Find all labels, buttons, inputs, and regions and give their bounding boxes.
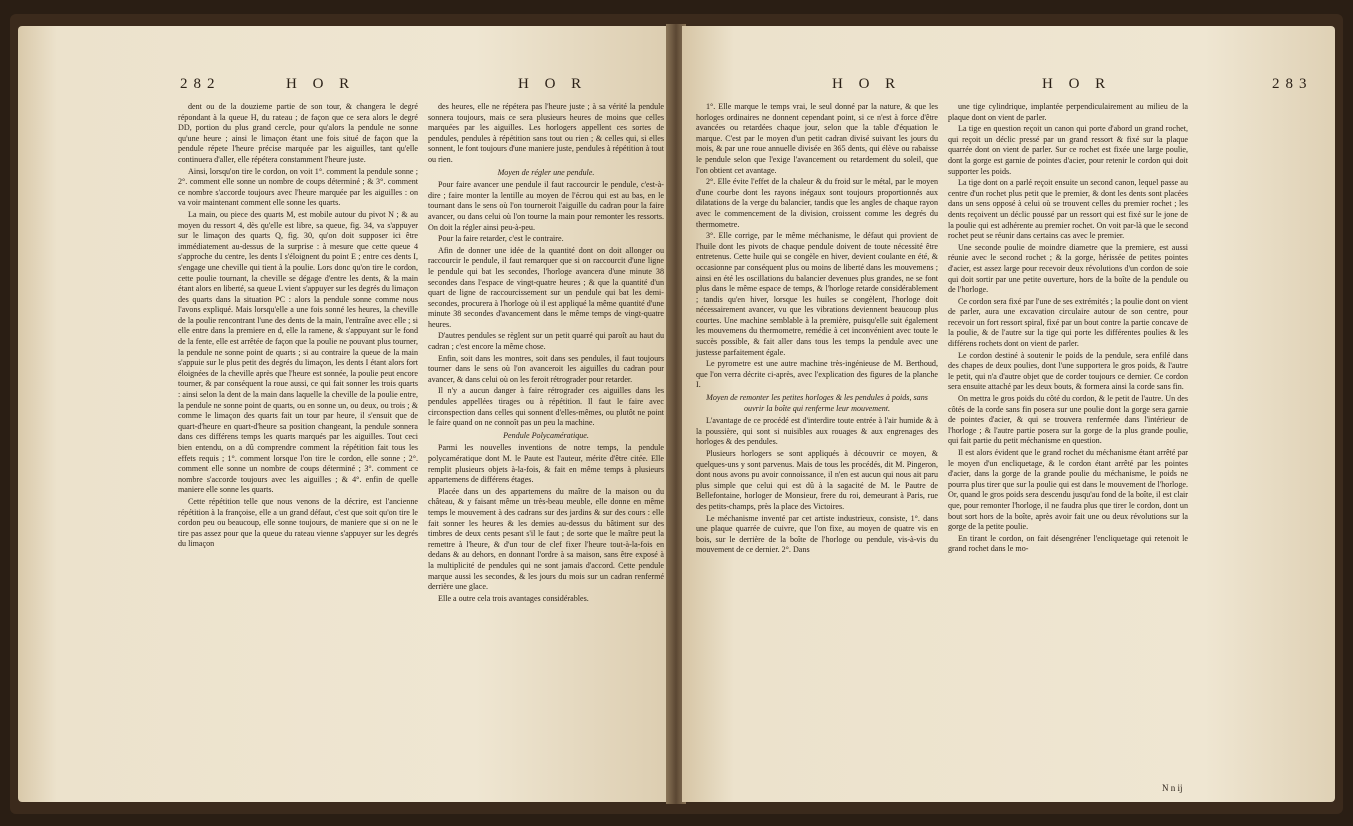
right-column-1 bbox=[696, 102, 938, 557]
right-running-head-2: H O R bbox=[1042, 76, 1112, 92]
paragraph: Afin de donner une idée de la quantité dont on doit allonger ou raccourcir le pendule, il faut remarquer que si on raccourcit d'une ligne le pendule qui bat les secondes, l'horloge avancera d'une minute 38 secondes dans l'espace de vingt-quatre heures ; & que la quantité d'un quart de ligne de raccourcissement sur un pendule qui bat les demi-secondes, procurera à l'horloge où il est appliqué la même quantité d'une minute 38 secondes d'avancement dans le même temps de vingt-quatre heures. bbox=[428, 245, 664, 329]
left-column-1 bbox=[178, 102, 418, 551]
paragraph: Pour la faire retarder, c'est le contraire. bbox=[438, 234, 564, 244]
paragraph: Il est alors évident que le grand rochet du méchanisme étant arrêté par le moyen d'un encliquetage, & le cordon étant arrêté par les pointes d'acier, dans la gorge de la grande poulie du méchanisme, le poids ne pourra plus tirer que sur la poulie qui est dans le mouvement de l'horloge. Or, quand le gros poids sera descendu jusqu'au fond de la boîte, il est clair que, pour remonter l'horloge, il ne faudra plus que tirer le cordon, dont un bout sort hors de la boîte, après avoir fait une ou deux révolutions sur la gorge de la petite poulie. bbox=[948, 448, 1188, 532]
signature-mark: N n ij bbox=[1162, 783, 1183, 793]
right-column-2 bbox=[948, 102, 1188, 556]
paragraph: La tige en question reçoit un canon qui porte d'abord un grand rochet, qui reçoit un déclic pressé par un grand ressort & fixé sur la plaque quarrée dont on vient de parler. Sur ce rochet est fixée une large poulie, dont la gorge est garnie de pointes d'acier, pour retenir le cordon qui doit supporter les poids. bbox=[948, 124, 1188, 176]
paragraph: Parmi les nouvelles inventions de notre temps, la pendule polycamératique dont M. le Paute est l'auteur, mérite d'être citée. Elle remplit plusieurs objets à-la-fois, & fait en même temps à plusieurs appartemens de différens étages. bbox=[428, 443, 664, 485]
left-running-head-2: H O R bbox=[518, 76, 588, 92]
paragraph: On mettra le gros poids du côté du cordon, & le petit de l'autre. Un des côtés de la corde sans fin posera sur une poulie dont la gorge sera garnie de pointes d'acier, & qui se trouvera renfermée dans l'intérieur de l'horloge ; & l'autre partie posera sur la gorge de la plus grande poulie, qui fait partie du petit méchanisme en question. bbox=[948, 394, 1188, 446]
paragraph: Le pyrometre est une autre machine très-ingénieuse de M. Berthoud, que l'on verra décrite ci-après, avec l'explication des figures de la planche I. bbox=[696, 359, 938, 390]
paragraph: Elle a outre cela trois avantages considérables. bbox=[438, 593, 589, 603]
paragraph: En tirant le cordon, on fait désengréner l'encliquetage qui retenoit le grand rochet dans le mo- bbox=[948, 533, 1188, 554]
paragraph: Pour faire avancer une pendule il faut raccourcir le pendule, c'est-à-dire ; faire monter la lentille au moyen de l'écrou qui est au bas, en le tournant dans le sens où l'on tourneroit l'aiguille du cadran pour la faire avancer, ou dans celui où l'on tourne la main pour remonter les ressorts. On doit la régler ainsi peu-à-peu. bbox=[428, 180, 664, 232]
paragraph: 1°. Elle marque le temps vrai, le seul donné par la nature, & que les horloges ordinaires ne donnent cependant point, si ce n'est à force d'être avancées ou retardées chaque jour, selon que la table d'équation le marque. C'est par le moyen d'un petit cadran divisé suivant les jours du mois, & par une roue annuelle divisée en 365 dents, qui élève ou rabaisse le pendule selon que l'exige l'avancement ou retardement du soleil, que l'on obtient cet avantage. bbox=[696, 102, 938, 175]
paragraph: des heures, elle ne répétera pas l'heure juste ; à sa vérité la pendule sonnera toujours, mais ce sera plusieurs heures de moins que celles marquées par les aiguilles. Les horlogers appellent ces sortes de pendules, pendules à répétition sans tout ou rien ; & celles qui, si elles sonnent, le font toujours d'une maniere juste, pendules à répétition à tout ou rien. bbox=[428, 102, 664, 164]
section-heading: Moyen de remonter les petites horloges & les pendules à poids, sans ouvrir la boîte qui renferme leur mouvement. bbox=[706, 393, 928, 413]
paragraph: Une seconde poulie de moindre diametre que la premiere, est aussi réunie avec le second rochet ; & la gorge, hérissée de petites pointes d'acier, est assez large pour recevoir deux révolutions d'un cordon de soie qui doit sortir par une petite ouverture, hors de la boîte de la pendule ou de l'horloge. bbox=[948, 242, 1188, 295]
paragraph: La main, ou piece des quarts M, est mobile autour du pivot N ; & au moyen du ressort 4, dès qu'elle est libre, sa queue, fig. 34, va s'appuyer sur le limaçon des quarts Q, fig. 30, qu'on doit supposer ici être immédiatement au-dessus de la surprise : à mesure que cette queue 4 s'approche du centre, les dents I s'éloignent du point E ; entre ces dents I, s'engage une cheville qui tient à la poulie. Lors donc qu'on tire le cordon, cette poulie tournant, la cheville se dégage d'entre les dents, & la main étant alors en liberté, sa queue L vient s'appuyer sur les degrés du limaçon des quarts dans la situation PC : alors la pendule sonne comme nous l'avons expliqué. Mais lorsqu'elle a une fois sonné les heures, la cheville de la poulie rencontrant l'une des dents de la main, l'entraîne avec elle ; si elle entre dans la premiere en d, elle la ramene, & s'appuyant sur le fond de la fente, elle est arrêtée de façon que la poulie ne pouvant plus tourner, la pendule ne sonne point de quarts ; si au contraire la queue de la main s'appuie sur le plus petit des degrés du limaçon, les dents I étant alors fort éloignées de la cheville après que l'heure est sonnée, la poulie peut encore tourner, & par conséquent la roue aussi, ce qui fait sonner les trois quarts : ainsi selon la dent de la main dans laquelle la cheville de la poulie entre, la pendule ne sonne point de quarts, ou en sonne un, ou deux, ou trois ; & comme le limaçon des quarts fait un tour par heure, il s'ensuit que de quart-d'heure en quart-d'heure sa position changeant, la pendule sonnera dans ces différens temps les quarts marqués par les aiguilles. Tout ceci bien entendu, on a dû comprendre comment la répétition fait tous les effets requis ; 1°. comment lorsque l'on tire le cordon, elle sonne ; 2°. comment elle sonne un nombre de coups déterminé ; 3°. comment ce nombre s'accorde toujours avec les aiguilles ; & 4°. enfin de quelle maniere elle sonne les quarts. bbox=[178, 209, 418, 495]
section-heading: Pendule Polycamératique. bbox=[503, 430, 589, 440]
paragraph: 3°. Elle corrige, par le même méchanisme, le défaut qui provient de l'huile dont les pivots de chaque pendule doivent de toute nécessité être entretenus. Cette huile qui se congèle en hiver, devient coulante en été, & occasionne par conséquent plus ou moins de liberté dans les mouvemens ; ainsi en été les oscillations du balancier devenues plus grandes, ne se font plus dans le même espace de temps, & l'horloge retarde considérablement ; tandis qu'en hiver, lorsque les huiles se congèlent, l'horloge doit nécessairement avancer, vu que les vibrations deviennent beaucoup plus courtes. Une machine semblable à la première, puisqu'elle suit également les mouvemens du thermometre, remédie à cet inconvénient avec toute le succès possible, & fait aller dans tous les temps la pendule avec une justesse parfaitement égale. bbox=[696, 231, 938, 357]
paragraph: Cette répétition telle que nous venons de la décrire, est l'ancienne répétition à la françoise, elle a un grand défaut, c'est que soit qu'on tire le cordon peu ou beaucoup, elle sonne toujours, de maniere que si on ne le tire pas assez pour que la queue du rateau vienne s'appuyer sur les degrés du limaçon bbox=[178, 496, 418, 549]
section-heading: Moyen de régler une pendule. bbox=[497, 167, 595, 177]
paragraph: Le cordon destiné à soutenir le poids de la pendule, sera enfilé dans des chapes de deux poulies, dont l'une supportera le gros poids, & l'autre le petit, qui n'a d'autre objet que de corder toujours ce dernier. Ce cordon sera ensuite attaché par les deux bouts, & formera ainsi la corde sans fin. bbox=[948, 350, 1188, 392]
left-page bbox=[18, 26, 670, 802]
right-page bbox=[682, 26, 1335, 802]
paragraph: une tige cylindrique, implantée perpendiculairement au milieu de la plaque dont on vient de parler. bbox=[948, 102, 1188, 122]
paragraph: La tige dont on a parlé reçoit ensuite un second canon, lequel passe au centre d'un rochet plus petit que le premier, & dont les dents sont placées dans un sens opposé à celui où se trouvent celles du premier rochet ; les dents reçoivent un déclic poussé par un ressort qui est fixé sur le jone de la poulie qui est adhérente au premier rochet. On voit par-là que le second rochet peut se réunir dans certains cas avec le premier. bbox=[948, 178, 1188, 241]
paragraph: Le méchanisme inventé par cet artiste industrieux, consiste, 1°. dans une plaque quarrée de cuivre, que l'on fixe, au moyen de quatre vis en bois, sur le derrière de la boîte de l'horloge ou pendule, vis-à-vis du mouvement de ce dernier. 2°. Dans bbox=[696, 513, 938, 555]
paragraph: dent ou de la douzieme partie de son tour, & changera le degré répondant à la queue H, du rateau ; de façon que ce sera alors le degré DD, portion du plus grand cercle, pour qu'alors la pendule ne sonne qu'une heure ; ainsi le limaçon étant une fois situé de façon que la pendule répete l'heure précise marquée par les aiguilles, tant qu'elle continuera d'aller, elle répétera constamment l'heure juste. bbox=[178, 102, 418, 164]
paragraph: 2°. Elle évite l'effet de la chaleur & du froid sur le métal, par le moyen d'une courbe dont les rayons inégaux sont toujours proportionnés aux dilatations de la verge du balancier, tandis que les angles de chaque rayon avec le commencement de la division, croissent comme les degrés du thermometre. bbox=[696, 177, 938, 229]
right-page-number: 283 bbox=[1272, 76, 1313, 92]
paragraph: Plusieurs horlogers se sont appliqués à découvrir ce moyen, & quelques-uns y sont parvenus. Mais de tous les procédés, dit M. Pingeron, dont nous avons pu avoir connoissance, il n'en est aucun qui nous ait paru plus simple que celui qui est dû à la sagacité de M. le Pautre de Bellefontaine, horloger de Monsieur, frere du roi, demeurant à Paris, rue des petits-champs, près la place des Victoires. bbox=[696, 449, 938, 511]
paragraph: D'autres pendules se règlent sur un petit quarré qui paroît au haut du cadran ; c'est encore la même chose. bbox=[428, 331, 664, 352]
paragraph: L'avantage de ce procédé est d'interdire toute entrée à l'air humide & à la poussière, qui sont si nuisibles aux rouages & aux engrenages des horloges & des pendules. bbox=[696, 416, 938, 447]
left-column-2 bbox=[428, 102, 664, 605]
left-page-number: 282 bbox=[180, 76, 221, 92]
paragraph: Ce cordon sera fixé par l'une de ses extrémités ; la poulie dont on vient de parler, aura une excavation circulaire autour de son centre, pour recevoir un fort ressort spiral, fixé par un bout contre la partie concave de la poulie, & de l'autre sur la tige qui porte les différentes poulies & les différens rochets dont on vient de parler. bbox=[948, 296, 1188, 349]
paragraph: Enfin, soit dans les montres, soit dans ses pendules, il faut toujours tourner dans le sens où l'on avanceroit les aiguilles du cadran pour avancer, & dans celui où on les feroit rétrograder pour retarder. bbox=[428, 353, 664, 384]
paragraph: Ainsi, lorsqu'on tire le cordon, on voit 1°. comment la pendule sonne ; 2°. comment elle sonne un nombre de coups déterminé ; & 3°. comment ce nombre s'accorde toujours avec l'heure marquée par les aiguilles : on va voir maintenant comment elle sonne les quarts. bbox=[178, 166, 418, 208]
left-running-head-1: H O R bbox=[286, 76, 356, 92]
right-running-head-1: H O R bbox=[832, 76, 902, 92]
book-spread bbox=[10, 14, 1343, 814]
paragraph: Placée dans un des appartemens du maître de la maison ou du château, & y faisant même un très-beau meuble, elle donne en même temps le mouvement à des cadrans sur des jardins & sur des cours : elle fait sonner les heures & les demies au-dessus du bâtiment sur des timbres de deux cents pesant s'il le faut ; de sorte que le maître peut la remettre à l'heure, & d'un tour de clef fixer l'heure tout-à-la-fois en dedans & au dehors, en donnant l'ordre à sa maison, sans être exposé à la multiplicité de pendules qui ne sont jamais d'accord. Cette pendule marque aussi les secondes, & les jours du mois sur un cadran renfermé derrière une glace. bbox=[428, 486, 664, 592]
paragraph: Il n'y a aucun danger à faire rétrograder ces aiguilles dans les pendules appellées tirages ou à répétition. Il faut le faire avec circonspection dans celles qui sonnent d'elles-mêmes, ou plutôt ne point le faire quand on ne connoît pas un peu la machine. bbox=[428, 386, 664, 428]
